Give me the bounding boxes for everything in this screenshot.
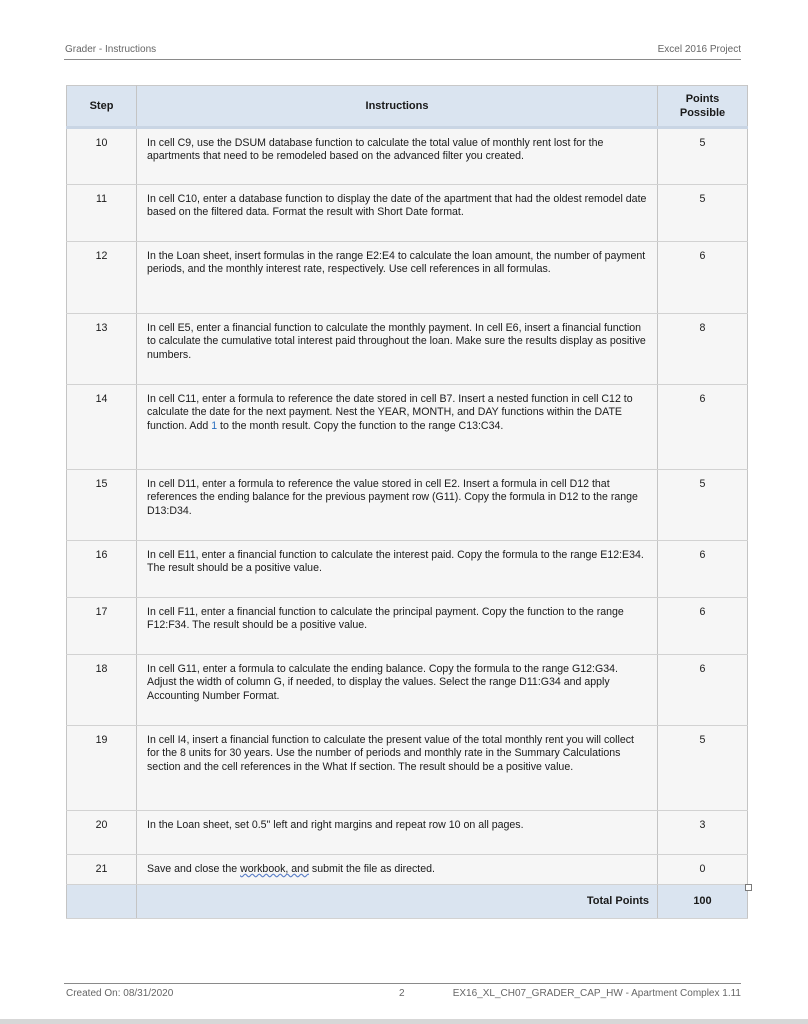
step-number: 11: [67, 185, 137, 242]
instruction-text: In the Loan sheet, insert formulas in the range E2:E4 to calculate the loan amount, the number of payment periods, and the monthly interest rate, respectively. Use cell references in all formulas.: [137, 242, 658, 314]
column-header-step: Step: [67, 86, 137, 128]
points-value: 3: [658, 811, 748, 855]
table-resize-handle[interactable]: [745, 884, 752, 891]
instruction-text: In cell I4, insert a financial function to calculate the present value of the total monthly rent you will collect for the 8 units for 30 years. Use the number of periods and monthly rate in the Summary Calculations section and the cell references in the What If section. The result should be a positive value.: [137, 726, 658, 811]
points-value: 6: [658, 242, 748, 314]
step-number: 14: [67, 385, 137, 470]
instruction-text-part: submit the file as directed.: [308, 863, 435, 875]
table-row: [67, 598, 748, 655]
step-number: 18: [67, 655, 137, 726]
table-row: [67, 726, 748, 811]
total-points-value: 100: [658, 885, 748, 919]
table-row: [67, 314, 748, 385]
instruction-text-part: Save and close the: [147, 863, 241, 875]
column-header-instructions: Instructions: [137, 86, 658, 128]
highlighted-number: 1: [211, 419, 218, 432]
points-header-line1: Points: [685, 93, 720, 105]
spellcheck-underlined-text: workbook, and: [240, 863, 309, 875]
footer-created-date: Created On: 08/31/2020: [66, 988, 174, 999]
footer-page-number: 2: [399, 988, 405, 999]
instruction-text: In cell C9, use the DSUM database function to calculate the total value of monthly rent lost for the apartments that need to be remodeled based on the advanced filter you created.: [137, 128, 658, 185]
instruction-text: In cell G11, enter a formula to calculate the ending balance. Copy the formula to the range G12:G34. Adjust the width of column G, if needed, to display the values. Select the range D11:G34 and apply Accounting Number Format.: [137, 655, 658, 726]
instruction-text: In the Loan sheet, set 0.5" left and right margins and repeat row 10 on all pages.: [137, 811, 658, 855]
step-number: 17: [67, 598, 137, 655]
instruction-text-part: In cell C11, enter a formula to reference the date stored in cell B7. Insert a nested function in cell C12 to calculate the date for the next payment. Nest the YEAR, MONTH, and DAY functions within the DATE function. Add: [147, 393, 633, 432]
table-header-row: [67, 86, 748, 128]
step-number: 16: [67, 541, 137, 598]
step-number: 19: [67, 726, 137, 811]
points-value: 6: [658, 385, 748, 470]
column-header-points: [658, 86, 748, 128]
points-header-line2: Possible: [679, 107, 726, 119]
footer-document-name: EX16_XL_CH07_GRADER_CAP_HW - Apartment Complex 1.11: [452, 988, 741, 999]
table-row: [67, 128, 748, 185]
header-left-text: Grader - Instructions: [65, 44, 157, 55]
table-row: [67, 811, 748, 855]
instruction-text: In cell E11, enter a financial function to calculate the interest paid. Copy the formula to the range E12:E34. The result should be a positive value.: [137, 541, 658, 598]
points-value: 6: [658, 655, 748, 726]
total-points-label: Total Points: [137, 885, 658, 919]
points-value: 8: [658, 314, 748, 385]
total-row-blank: [67, 885, 137, 919]
total-row: [67, 885, 748, 919]
table-row: [67, 855, 748, 885]
step-number: 21: [67, 855, 137, 885]
instruction-text: In cell D11, enter a formula to reference the value stored in cell E2. Insert a formula in cell D12 that references the ending balance for the previous payment row (G11). Copy the formula in D12 to the range D13:D34.: [137, 470, 658, 541]
table-row: [67, 185, 748, 242]
instructions-table: [66, 85, 748, 919]
instruction-text: [137, 385, 658, 470]
bottom-scroll-strip: [0, 1019, 808, 1024]
table-row: [67, 470, 748, 541]
table-row: [67, 541, 748, 598]
instruction-text: In cell C10, enter a database function to display the date of the apartment that had the oldest remodel date based on the filtered data. Format the result with Short Date format.: [137, 185, 658, 242]
step-number: 13: [67, 314, 137, 385]
instruction-text-part: to the month result. Copy the function to the range C13:C34.: [217, 419, 504, 432]
instruction-text: [137, 855, 658, 885]
points-value: 5: [658, 726, 748, 811]
points-value: 6: [658, 598, 748, 655]
instruction-text: In cell F11, enter a financial function to calculate the principal payment. Copy the function to the range F12:F34. The result should be a positive value.: [137, 598, 658, 655]
step-number: 12: [67, 242, 137, 314]
points-value: 0: [658, 855, 748, 885]
table-row: [67, 242, 748, 314]
points-value: 5: [658, 128, 748, 185]
instruction-text: In cell E5, enter a financial function to calculate the monthly payment. In cell E6, insert a financial function to calculate the cumulative total interest paid throughout the loan. Make sure the results display as positive numbers.: [137, 314, 658, 385]
points-value: 5: [658, 185, 748, 242]
points-value: 6: [658, 541, 748, 598]
step-number: 20: [67, 811, 137, 855]
page-footer: [64, 983, 741, 1000]
header-right-text: Excel 2016 Project: [657, 44, 741, 55]
table-row: [67, 385, 748, 470]
step-number: 15: [67, 470, 137, 541]
table-row: [67, 655, 748, 726]
points-value: 5: [658, 470, 748, 541]
page-header: [64, 44, 741, 60]
step-number: 10: [67, 128, 137, 185]
